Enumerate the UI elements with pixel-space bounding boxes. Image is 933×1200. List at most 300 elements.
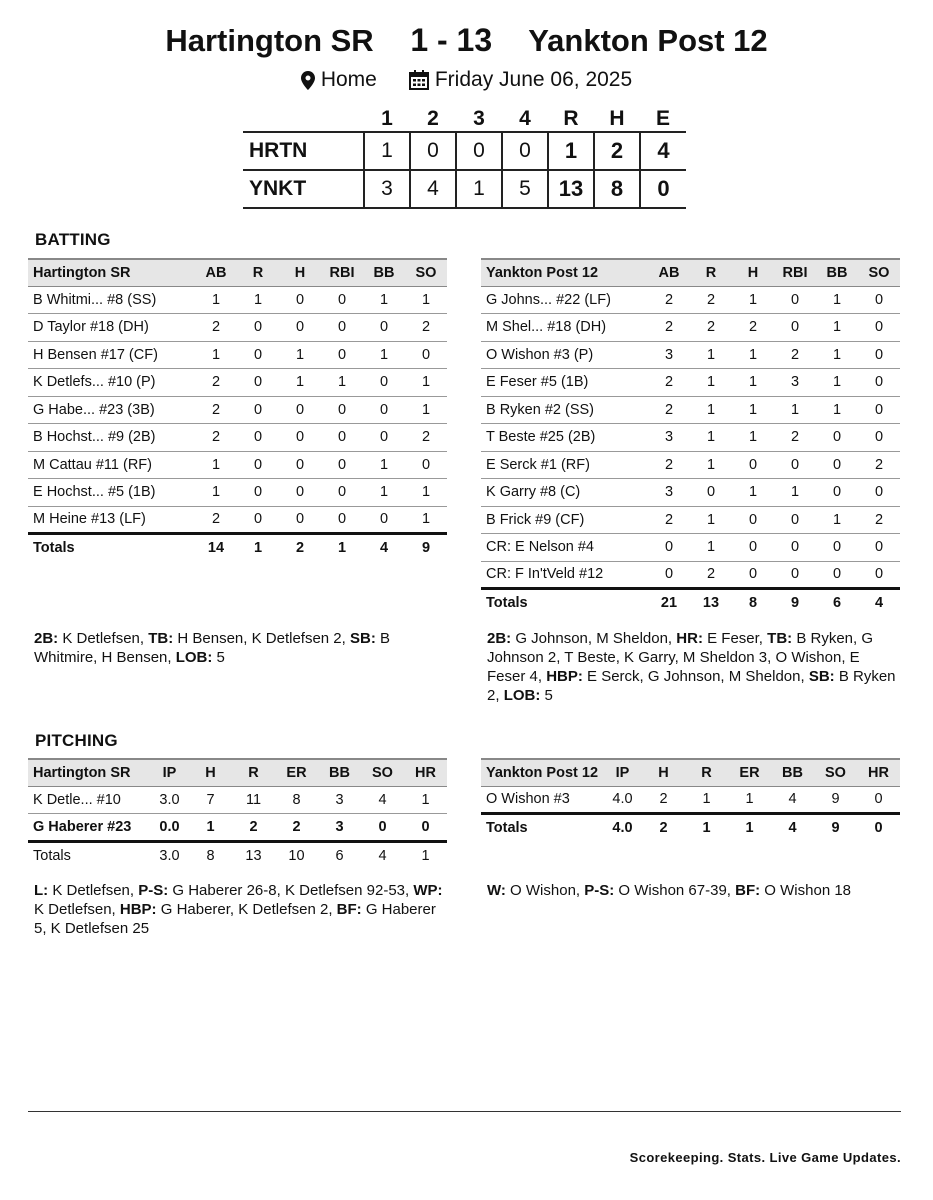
stat-cell: 0: [858, 286, 900, 314]
errors-total: 0: [640, 170, 686, 208]
stat-cell: 0: [321, 506, 363, 534]
player-name: D Taylor #18 (DH): [28, 314, 195, 342]
batting-header-row: [28, 259, 447, 286]
stat-cell: 0: [858, 341, 900, 369]
stat-cell: 0: [237, 479, 279, 507]
stat-cell: 0: [237, 396, 279, 424]
stat-cell: 0: [279, 479, 321, 507]
pitching-notes-home: [34, 881, 450, 938]
stat-cell: 14: [195, 534, 237, 562]
rbi-header: RBI: [774, 259, 816, 286]
stat-cell: 4: [363, 534, 405, 562]
stat-cell: 2: [648, 506, 690, 534]
stat-cell: 2: [858, 451, 900, 479]
bb-header: BB: [771, 759, 814, 786]
stat-cell: 8: [275, 786, 318, 814]
stat-cell: 2: [275, 814, 318, 842]
pitching-table-away: [481, 758, 900, 841]
stat-cell: 0: [774, 451, 816, 479]
batting-notes-home: [34, 629, 444, 667]
stat-cell: 1: [732, 424, 774, 452]
inning-score: 1: [456, 170, 502, 208]
note-text: O Wishon 67-39,: [614, 882, 736, 899]
stat-cell: 4: [361, 786, 404, 814]
note-text: G Haberer 5, K Detlefsen 25: [34, 901, 436, 937]
so-header: SO: [361, 759, 404, 786]
stat-cell: 0: [279, 451, 321, 479]
stat-cell: 8: [732, 589, 774, 617]
player-row: [28, 814, 447, 842]
stat-cell: 1: [189, 814, 232, 842]
stat-cell: 1: [405, 286, 447, 314]
stat-cell: 1: [404, 786, 447, 814]
inning-3-header: 3: [473, 106, 485, 130]
player-row: [481, 314, 900, 342]
player-name: B Hochst... #9 (2B): [28, 424, 195, 452]
stat-cell: 6: [816, 589, 858, 617]
stat-cell: 1: [774, 396, 816, 424]
stat-cell: 2: [279, 534, 321, 562]
stat-cell: 0: [361, 814, 404, 842]
stat-cell: 0: [857, 814, 900, 842]
player-row: [28, 786, 447, 814]
stat-cell: 1: [732, 396, 774, 424]
stat-cell: 1: [404, 841, 447, 869]
stat-cell: 0: [321, 286, 363, 314]
stat-cell: 1: [363, 451, 405, 479]
player-name: M Heine #13 (LF): [28, 506, 195, 534]
stat-cell: 9: [774, 589, 816, 617]
player-row: [28, 506, 447, 534]
stat-cell: 9: [814, 814, 857, 842]
stat-cell: 1: [405, 506, 447, 534]
stat-cell: 10: [275, 841, 318, 869]
player-row: [28, 451, 447, 479]
game-title: [0, 22, 933, 59]
note-label: LOB:: [503, 687, 541, 704]
stat-cell: 0: [858, 424, 900, 452]
stat-cell: 0: [321, 451, 363, 479]
batting-table-away: [481, 258, 900, 616]
player-row: [481, 534, 900, 562]
note-text: G Haberer 26-8, K Detlefsen 92-53,: [168, 882, 414, 899]
note-label: P-S:: [584, 882, 615, 899]
er-header: ER: [275, 759, 318, 786]
linescore-table: [243, 106, 686, 209]
note-text: E Serck, G Johnson, M Sheldon,: [582, 668, 809, 685]
note-text: G Haberer, K Detlefsen 2,: [156, 901, 337, 918]
stat-cell: 2: [195, 506, 237, 534]
stat-cell: 0: [237, 506, 279, 534]
h-header: H: [732, 259, 774, 286]
stat-cell: 0: [363, 506, 405, 534]
stat-cell: 0: [774, 286, 816, 314]
stat-cell: 1: [816, 341, 858, 369]
stat-cell: 0: [363, 369, 405, 397]
stat-cell: 7: [189, 786, 232, 814]
stat-cell: 1: [816, 506, 858, 534]
stat-cell: 1: [237, 534, 279, 562]
stat-cell: 1: [279, 369, 321, 397]
stat-cell: 0: [858, 534, 900, 562]
player-name: M Cattau #11 (RF): [28, 451, 195, 479]
stat-cell: 2: [690, 561, 732, 589]
stat-cell: 1: [363, 286, 405, 314]
stat-cell: 0: [363, 314, 405, 342]
pitching-notes-away: [487, 881, 902, 900]
player-row: [28, 286, 447, 314]
errors-header: E: [655, 106, 670, 130]
stat-cell: 1: [728, 786, 771, 814]
stat-cell: 2: [774, 424, 816, 452]
hits-header: H: [609, 106, 625, 130]
stat-cell: 0: [237, 451, 279, 479]
stat-cell: 0: [405, 451, 447, 479]
stat-cell: 13: [232, 841, 275, 869]
stat-cell: 0: [237, 424, 279, 452]
batting-table-home: [28, 258, 447, 561]
totals-row: [481, 589, 900, 617]
player-name: G Haberer #23: [28, 814, 150, 842]
hits-total: 2: [594, 132, 640, 170]
player-name: K Detlefs... #10 (P): [28, 369, 195, 397]
hr-header: HR: [404, 759, 447, 786]
r-header: R: [237, 259, 279, 286]
batting-header-row: [481, 259, 900, 286]
stat-cell: 11: [232, 786, 275, 814]
player-name: CR: E Nelson #4: [481, 534, 648, 562]
player-name: G Habe... #23 (3B): [28, 396, 195, 424]
note-text: K Detlefsen,: [48, 882, 139, 899]
stat-cell: 1: [690, 506, 732, 534]
stat-cell: 6: [318, 841, 361, 869]
note-label: HBP:: [546, 668, 583, 685]
player-row: [481, 341, 900, 369]
stat-cell: 1: [690, 341, 732, 369]
runs-total: 13: [548, 170, 594, 208]
stat-cell: 1: [685, 814, 728, 842]
stat-cell: 4: [858, 589, 900, 617]
stat-cell: 0: [321, 341, 363, 369]
stat-cell: 3: [318, 814, 361, 842]
stat-cell: 1: [363, 479, 405, 507]
player-row: [481, 424, 900, 452]
note-label: W:: [487, 882, 506, 899]
team-column-header: Hartington SR: [28, 759, 150, 786]
player-name: G Johns... #22 (LF): [481, 286, 648, 314]
stat-cell: 1: [685, 786, 728, 814]
stat-cell: 0: [858, 561, 900, 589]
totals-label: Totals: [28, 534, 195, 562]
player-name: B Frick #9 (CF): [481, 506, 648, 534]
ip-header: IP: [150, 759, 189, 786]
note-label: 2B:: [487, 630, 512, 647]
player-row: [28, 424, 447, 452]
stat-cell: 2: [648, 369, 690, 397]
totals-row: [481, 814, 900, 842]
stat-cell: 0: [816, 479, 858, 507]
location-pin-icon: [301, 68, 315, 92]
player-name: E Hochst... #5 (1B): [28, 479, 195, 507]
note-label: TB:: [767, 630, 793, 647]
stat-cell: 4: [361, 841, 404, 869]
note-text: O Wishon,: [505, 882, 585, 899]
stat-cell: 3: [648, 424, 690, 452]
pitching-header-row: [28, 759, 447, 786]
player-name: M Shel... #18 (DH): [481, 314, 648, 342]
player-row: [481, 479, 900, 507]
bb-header: BB: [318, 759, 361, 786]
stat-cell: 0: [732, 534, 774, 562]
player-row: [481, 286, 900, 314]
player-row: [481, 506, 900, 534]
stat-cell: 0: [279, 286, 321, 314]
ab-header: AB: [195, 259, 237, 286]
stat-cell: 1: [405, 396, 447, 424]
inning-score: 5: [502, 170, 548, 208]
pitching-header-row: [481, 759, 900, 786]
stat-cell: 0: [363, 424, 405, 452]
stat-cell: 1: [732, 479, 774, 507]
stat-cell: 0: [237, 314, 279, 342]
inning-4-header: 4: [519, 106, 531, 130]
totals-row: [28, 534, 447, 562]
totals-label: Totals: [28, 841, 150, 869]
linescore-row-away: [243, 170, 686, 208]
stat-cell: 1: [690, 369, 732, 397]
stat-cell: 4.0: [603, 786, 642, 814]
stat-cell: 1: [816, 369, 858, 397]
bb-header: BB: [363, 259, 405, 286]
stat-cell: 2: [648, 314, 690, 342]
stat-cell: 2: [648, 451, 690, 479]
player-row: [481, 786, 900, 814]
stat-cell: 0: [858, 369, 900, 397]
errors-total: 4: [640, 132, 686, 170]
stat-cell: 0: [732, 451, 774, 479]
stat-cell: 9: [814, 786, 857, 814]
stat-cell: 1: [237, 286, 279, 314]
note-label: BF:: [336, 901, 362, 918]
stat-cell: 0: [321, 424, 363, 452]
note-text: 5: [212, 649, 225, 666]
inning-score: 1: [364, 132, 410, 170]
runs-header: R: [563, 106, 579, 130]
stat-cell: 1: [195, 479, 237, 507]
away-team-name: Yankton Post 12: [528, 23, 768, 58]
game-info: [0, 68, 933, 92]
linescore-team: YNKT: [249, 177, 307, 200]
stat-cell: 2: [690, 286, 732, 314]
stat-cell: 0: [774, 561, 816, 589]
final-score: 1 - 13: [410, 22, 493, 58]
note-label: HR:: [676, 630, 703, 647]
stat-cell: 0: [279, 396, 321, 424]
stat-cell: 0: [858, 396, 900, 424]
stat-cell: 1: [816, 396, 858, 424]
stat-cell: 2: [232, 814, 275, 842]
stat-cell: 2: [648, 286, 690, 314]
stat-cell: 2: [642, 786, 685, 814]
inning-score: 0: [502, 132, 548, 170]
note-label: TB:: [148, 630, 174, 647]
stat-cell: 0: [237, 341, 279, 369]
stat-cell: 1: [405, 479, 447, 507]
stat-cell: 0: [816, 534, 858, 562]
team-column-header: Hartington SR: [28, 259, 195, 286]
r-header: R: [685, 759, 728, 786]
player-name: K Detle... #10: [28, 786, 150, 814]
h-header: H: [642, 759, 685, 786]
stat-cell: 3: [648, 341, 690, 369]
stat-cell: 0: [774, 506, 816, 534]
stat-cell: 3: [648, 479, 690, 507]
stat-cell: 0.0: [150, 814, 189, 842]
stat-cell: 0: [321, 314, 363, 342]
pitching-table-home: [28, 758, 447, 869]
stat-cell: 0: [648, 534, 690, 562]
stat-cell: 3.0: [150, 786, 189, 814]
team-column-header: Yankton Post 12: [481, 259, 648, 286]
stat-cell: 1: [195, 286, 237, 314]
note-label: SB:: [808, 668, 835, 685]
calendar-icon: [409, 68, 429, 92]
player-name: O Wishon #3: [481, 786, 603, 814]
player-row: [481, 396, 900, 424]
ab-header: AB: [648, 259, 690, 286]
game-location: Home: [320, 68, 377, 91]
stat-cell: 1: [732, 286, 774, 314]
note-text: E Feser,: [702, 630, 768, 647]
stat-cell: 0: [321, 479, 363, 507]
stat-cell: 2: [648, 396, 690, 424]
note-label: WP:: [413, 882, 443, 899]
batting-notes-away: [487, 629, 902, 705]
stat-cell: 1: [363, 341, 405, 369]
stat-cell: 2: [732, 314, 774, 342]
so-header: SO: [858, 259, 900, 286]
stat-cell: 4: [771, 786, 814, 814]
stat-cell: 0: [648, 561, 690, 589]
r-header: R: [232, 759, 275, 786]
footer-divider: [28, 1111, 901, 1112]
player-name: K Garry #8 (C): [481, 479, 648, 507]
stat-cell: 1: [774, 479, 816, 507]
stat-cell: 0: [858, 479, 900, 507]
inning-score: 4: [410, 170, 456, 208]
stat-cell: 1: [732, 369, 774, 397]
player-name: E Feser #5 (1B): [481, 369, 648, 397]
stat-cell: 2: [195, 396, 237, 424]
stat-cell: 0: [858, 314, 900, 342]
note-text: B Whitmire, H Bensen,: [34, 630, 391, 666]
stat-cell: 0: [404, 814, 447, 842]
note-text: B Ryken, G Johnson 2, T Beste, K Garry, M Sheldon 3, O Wishon, E Feser 4,: [487, 630, 874, 685]
stat-cell: 1: [732, 341, 774, 369]
stat-cell: 0: [732, 506, 774, 534]
inning-score: 0: [410, 132, 456, 170]
note-text: K Detlefsen,: [34, 901, 120, 918]
player-row: [481, 369, 900, 397]
inning-score: 3: [364, 170, 410, 208]
stat-cell: 2: [690, 314, 732, 342]
team-column-header: Yankton Post 12: [481, 759, 603, 786]
player-row: [481, 561, 900, 589]
note-text: O Wishon 18: [760, 882, 852, 899]
note-text: G Johnson, M Sheldon,: [511, 630, 677, 647]
player-row: [28, 396, 447, 424]
player-name: H Bensen #17 (CF): [28, 341, 195, 369]
stat-cell: 0: [816, 451, 858, 479]
inning-2-header: 2: [427, 106, 439, 130]
stat-cell: 0: [857, 786, 900, 814]
totals-label: Totals: [481, 589, 648, 617]
stat-cell: 1: [321, 534, 363, 562]
stat-cell: 1: [405, 369, 447, 397]
stat-cell: 21: [648, 589, 690, 617]
player-row: [28, 314, 447, 342]
h-header: H: [279, 259, 321, 286]
player-row: [28, 479, 447, 507]
player-name: B Ryken #2 (SS): [481, 396, 648, 424]
home-team-name: Hartington SR: [165, 23, 374, 58]
stat-cell: 0: [363, 396, 405, 424]
footer-tagline: Scorekeeping. Stats. Live Game Updates.: [629, 1150, 901, 1165]
linescore-row-home: [243, 132, 686, 170]
stat-cell: 1: [690, 451, 732, 479]
stat-cell: 3: [774, 369, 816, 397]
stat-cell: 8: [189, 841, 232, 869]
stat-cell: 0: [774, 314, 816, 342]
note-text: 5: [540, 687, 553, 704]
totals-row: [28, 841, 447, 869]
stat-cell: 1: [816, 286, 858, 314]
stat-cell: 0: [279, 314, 321, 342]
stat-cell: 2: [858, 506, 900, 534]
stat-cell: 9: [405, 534, 447, 562]
stat-cell: 1: [728, 814, 771, 842]
stat-cell: 3.0: [150, 841, 189, 869]
note-text: K Detlefsen,: [58, 630, 149, 647]
stat-cell: 0: [774, 534, 816, 562]
note-label: HBP:: [119, 901, 157, 918]
stat-cell: 13: [690, 589, 732, 617]
hr-header: HR: [857, 759, 900, 786]
player-name: CR: F In'tVeld #12: [481, 561, 648, 589]
er-header: ER: [728, 759, 771, 786]
stat-cell: 1: [195, 451, 237, 479]
pitching-section-title: PITCHING: [35, 731, 118, 750]
stat-cell: 0: [816, 424, 858, 452]
note-text: H Bensen, K Detlefsen 2,: [173, 630, 350, 647]
stat-cell: 0: [279, 506, 321, 534]
so-header: SO: [814, 759, 857, 786]
stat-cell: 1: [816, 314, 858, 342]
inning-1-header: 1: [381, 106, 393, 130]
note-label: L:: [34, 882, 49, 899]
stat-cell: 2: [774, 341, 816, 369]
h-header: H: [189, 759, 232, 786]
player-row: [28, 341, 447, 369]
stat-cell: 2: [195, 424, 237, 452]
stat-cell: 2: [195, 314, 237, 342]
hits-total: 8: [594, 170, 640, 208]
player-name: E Serck #1 (RF): [481, 451, 648, 479]
stat-cell: 1: [321, 369, 363, 397]
stat-cell: 2: [195, 369, 237, 397]
stat-cell: 1: [690, 424, 732, 452]
stat-cell: 0: [405, 341, 447, 369]
